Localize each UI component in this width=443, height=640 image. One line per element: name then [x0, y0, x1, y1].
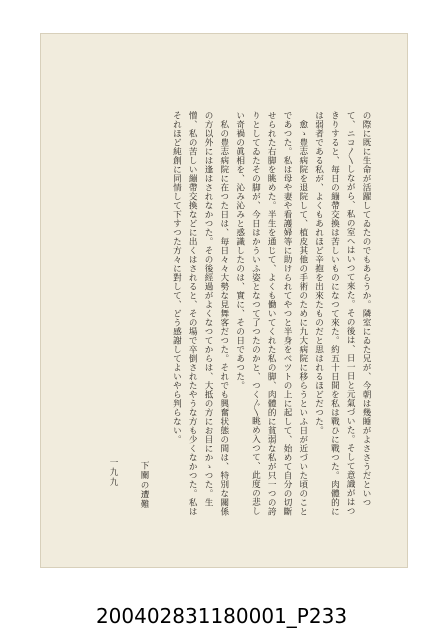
page-number: 一九九 — [108, 458, 118, 487]
image-caption: 200402831180001_P233 — [95, 604, 348, 628]
paragraph-3: 私の豊志病院に在つた日は、毎日々々大勢な見舞客だつた。それでも興奮状態の間は、特別な關係の方以外には逢はされなかつた。その後經過がよくなつてからは、大抵の方にお目にかゝつた。生憎、私の苦しい繃帶交換などに出くはされると、その場で卒倒されたやうな方も少くなかつた。私はそれほど純創に同情して下すつた方々に對して、どう感謝してよいやら判らない。 — [171, 111, 229, 516]
body-text — [103, 111, 373, 521]
paragraph-2: 愈ゝ豊志病院を退院して、植皮其他の手術のために九大病院に移らうといふ日が近づいた頃のことであつた。私は母や妻や看護婦等に助けられてやつと半身をベツトの上に起して、始めて自分の切斷せられた右脚を眺めた。半生を通じて、よくも働いてくれた私の脚、肉體的に貧弱な私が只一つの誇りとしてゐたその脚が、今日はかういふ姿となつて了つたのかと、つく〴〵眺め入つて、此度の悲しい奇禍の眞相を、沁み沁みと惑識したのは、實に、その日であつた。 — [234, 111, 308, 516]
book-page — [40, 33, 408, 568]
section-title: 下關の遭難 — [139, 461, 149, 509]
paragraph-1: の際に既に生命が活躍してゐたのでもあらうか。隣室にゐた兄が、今朝は幾睡がよささうだといつて、ニコ〳〵しながら、私の室へはいつて來た。その後は、日一日と元氣づいた。そして意識がはつきりすると、毎日の繃帶交換は苦しいものになつて來た。約五十日間を私は戰ひに戰つた。肉體的には弱者である私が、よくもあれほど辛抱を出來たものだと思はれるほどだつた。 — [313, 111, 371, 516]
